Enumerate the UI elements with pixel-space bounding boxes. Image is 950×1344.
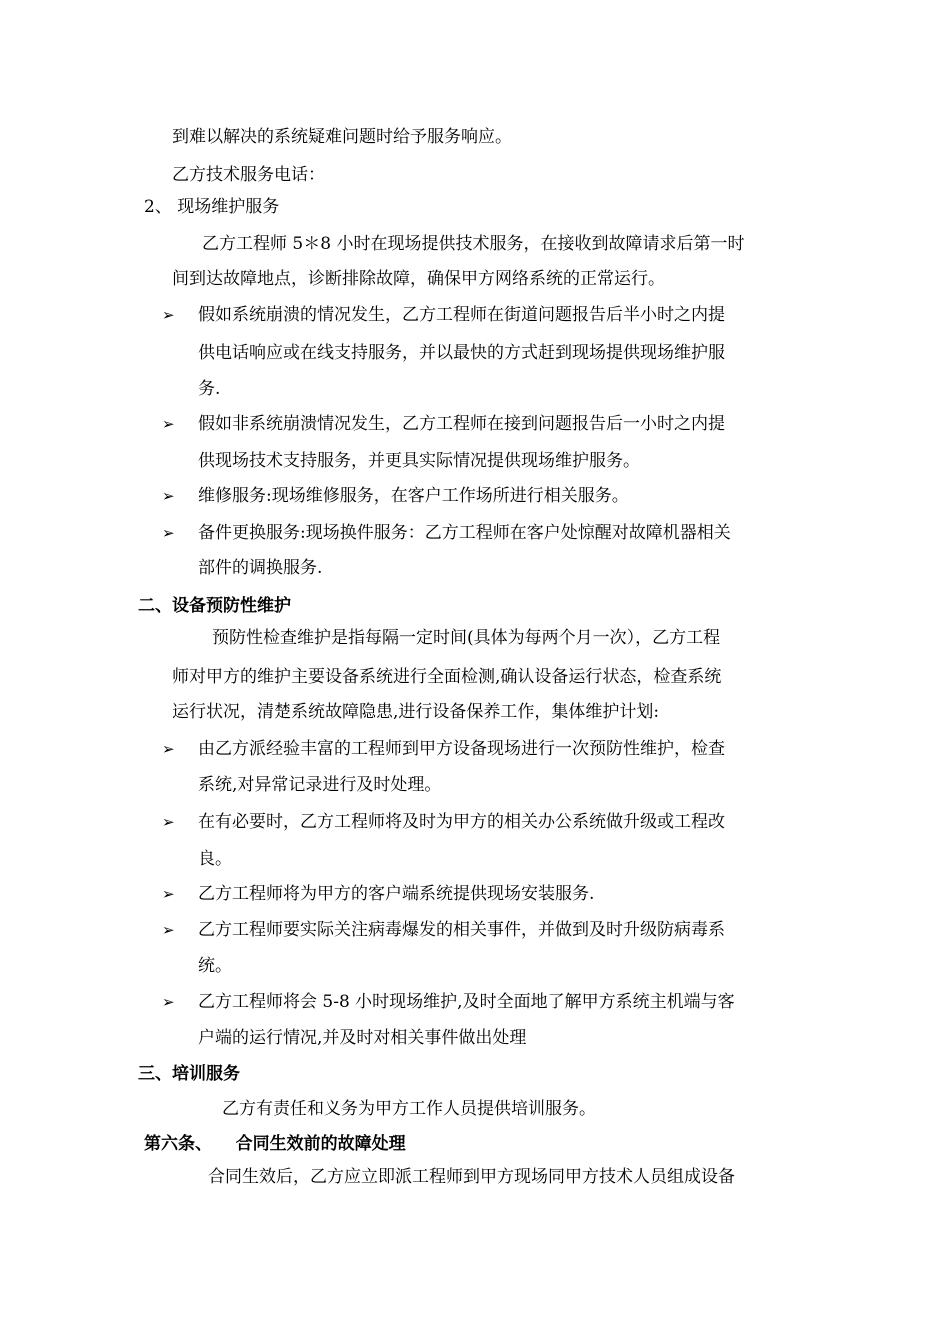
text-line: 备件更换服务:现场换件服务：乙方工程师在客户处惊醒对故障机器相关 xyxy=(198,523,731,543)
text-line: 部件的调换服务. xyxy=(198,558,323,578)
text-line: 乙方有责任和义务为甲方工作人员提供培训服务。 xyxy=(222,1099,596,1119)
bullet-arrow-icon: ➢ xyxy=(162,415,175,433)
text-line: 乙方技术服务电话： xyxy=(172,165,325,185)
text-line: 统。 xyxy=(198,956,232,976)
text-line: 合同生效后，乙方应立即派工程师到甲方现场同甲方技术人员组成设备 xyxy=(208,1167,735,1187)
text-line: 乙方工程师要实际关注病毒爆发的相关事件，并做到及时升级防病毒系 xyxy=(198,920,725,940)
bullet-arrow-icon: ➢ xyxy=(162,740,175,758)
text-line: 户端的运行情况,并及时对相关事件做出处理 xyxy=(198,1028,527,1048)
text-line: 良。 xyxy=(198,849,232,869)
section-heading: 三、培训服务 xyxy=(138,1064,240,1084)
bullet-arrow-icon: ➢ xyxy=(162,813,175,831)
text-line: 维修服务:现场维修服务，在客户工作场所进行相关服务。 xyxy=(198,486,629,506)
text-line: 系统,对异常记录进行及时处理。 xyxy=(198,775,442,795)
text-line: 供电话响应或在线支持服务，并以最快的方式赶到现场提供现场维护服 xyxy=(198,343,725,363)
section-heading: 二、设备预防性维护 xyxy=(138,596,291,616)
bullet-arrow-icon: ➢ xyxy=(162,524,175,542)
bullet-arrow-icon: ➢ xyxy=(162,993,175,1011)
text-line: 乙方工程师 5＊8 小时在现场提供技术服务，在接收到故障请求后第一时 xyxy=(202,234,745,254)
text-line: 供现场技术支持服务，并更具实际情况提供现场维护服务。 xyxy=(198,451,640,471)
text-line: 到难以解决的系统疑难问题时给予服务响应。 xyxy=(172,127,512,147)
bullet-arrow-icon: ➢ xyxy=(162,487,175,505)
bullet-arrow-icon: ➢ xyxy=(162,306,175,324)
text-line: 乙方工程师将会 5-8 小时现场维护,及时全面地了解甲方系统主机端与客 xyxy=(198,992,735,1012)
text-line: 乙方工程师将为甲方的客户端系统提供现场安装服务. xyxy=(198,884,595,904)
text-line: 运行状况，清楚系统故障隐患,进行设备保养工作，集体维护计划: xyxy=(172,702,660,722)
text-line: 在有必要时，乙方工程师将及时为甲方的相关办公系统做升级或工程改 xyxy=(198,812,725,832)
text-line: 假如系统崩溃的情况发生，乙方工程师在街道问题报告后半小时之内提 xyxy=(198,305,725,325)
bullet-arrow-icon: ➢ xyxy=(162,921,175,939)
text-line: 预防性检查维护是指每隔一定时间(具体为每两个月一次），乙方工程 xyxy=(212,628,721,648)
article-heading: 第六条、 合同生效前的故障处理 xyxy=(144,1134,406,1154)
section-heading: 2、 现场维护服务 xyxy=(144,197,280,217)
text-line: 师对甲方的维护主要设备系统进行全面检测,确认设备运行状态，检查系统 xyxy=(172,667,722,687)
text-line: 由乙方派经验丰富的工程师到甲方设备现场进行一次预防性维护，检查 xyxy=(198,739,725,759)
text-line: 间到达故障地点，诊断排除故障，确保甲方网络系统的正常运行。 xyxy=(172,269,665,289)
text-line: 假如非系统崩溃情况发生，乙方工程师在接到问题报告后一小时之内提 xyxy=(198,414,725,434)
text-line: 务. xyxy=(198,379,221,399)
bullet-arrow-icon: ➢ xyxy=(162,885,175,903)
